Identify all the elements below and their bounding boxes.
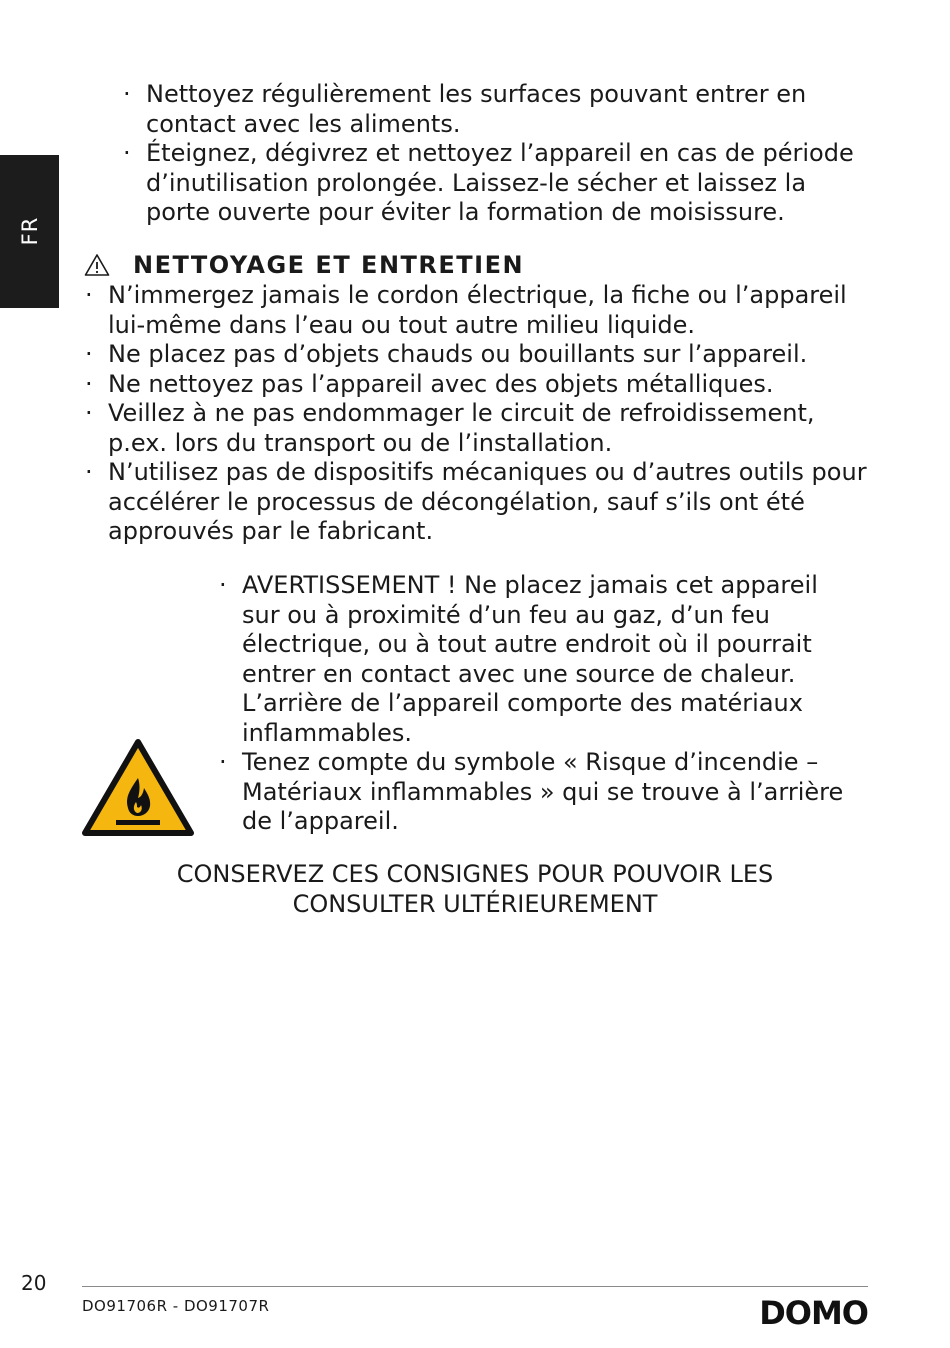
list-item: · Veillez à ne pas endommager le circuit de refroidissement, p.ex. lors du transport ou de l’installation.: [108, 399, 868, 458]
list-item: · N’immergez jamais le cordon électrique, la fiche ou l’appareil lui-même dans l’eau ou tout autre milieu liquide.: [108, 281, 868, 340]
language-label: FR: [18, 216, 42, 246]
brand-logo: DOMO: [759, 1294, 868, 1332]
list-item: · Éteignez, dégivrez et nettoyez l’appareil en cas de période d’inutilisation prolongée. Laissez-le sécher et laissez la porte ouverte pour éviter la formation de moisissure.: [146, 139, 866, 228]
maintenance-list: [146, 80, 866, 228]
warning-icon: [84, 253, 110, 277]
footer-divider: [82, 1286, 868, 1287]
notice-line: CONSERVEZ CES CONSIGNES POUR POUVOIR LES: [176, 860, 774, 888]
flammable-warning-sign-icon: [80, 736, 196, 838]
section-heading: [84, 250, 524, 280]
language-tab: [0, 155, 59, 308]
model-numbers: DO91706R - DO91707R: [82, 1297, 270, 1315]
list-item: · AVERTISSEMENT ! Ne placez jamais cet appareil sur ou à proximité d’un feu au gaz, d’un feu électrique, ou à tout autre endroit où il pourrait entrer en contact avec une source de chaleur. L’arrière de l’appareil comporte des matériaux inflammables.: [242, 571, 862, 748]
list-item: · Tenez compte du symbole « Risque d’incendie – Matériaux inflammables » qui se trouve à l’arrière de l’appareil.: [242, 748, 862, 837]
page-number: 20: [21, 1271, 47, 1295]
section-title: NETTOYAGE ET ENTRETIEN: [133, 251, 525, 279]
list-item: · N’utilisez pas de dispositifs mécaniques ou d’autres outils pour accélérer le processus de décongélation, sauf s’ils ont été approuvés par le fabricant.: [108, 458, 868, 547]
list-item: · Ne nettoyez pas l’appareil avec des objets métalliques.: [108, 370, 868, 400]
notice-line: CONSULTER ULTÉRIEUREMENT: [292, 889, 658, 918]
cleaning-list: [108, 281, 868, 547]
keep-instructions-notice: [100, 860, 850, 919]
list-item: · Ne placez pas d’objets chauds ou bouillants sur l’appareil.: [108, 340, 868, 370]
list-item: · Nettoyez régulièrement les surfaces pouvant entrer en contact avec les aliments.: [146, 80, 866, 139]
fire-warning-list: [242, 571, 862, 837]
